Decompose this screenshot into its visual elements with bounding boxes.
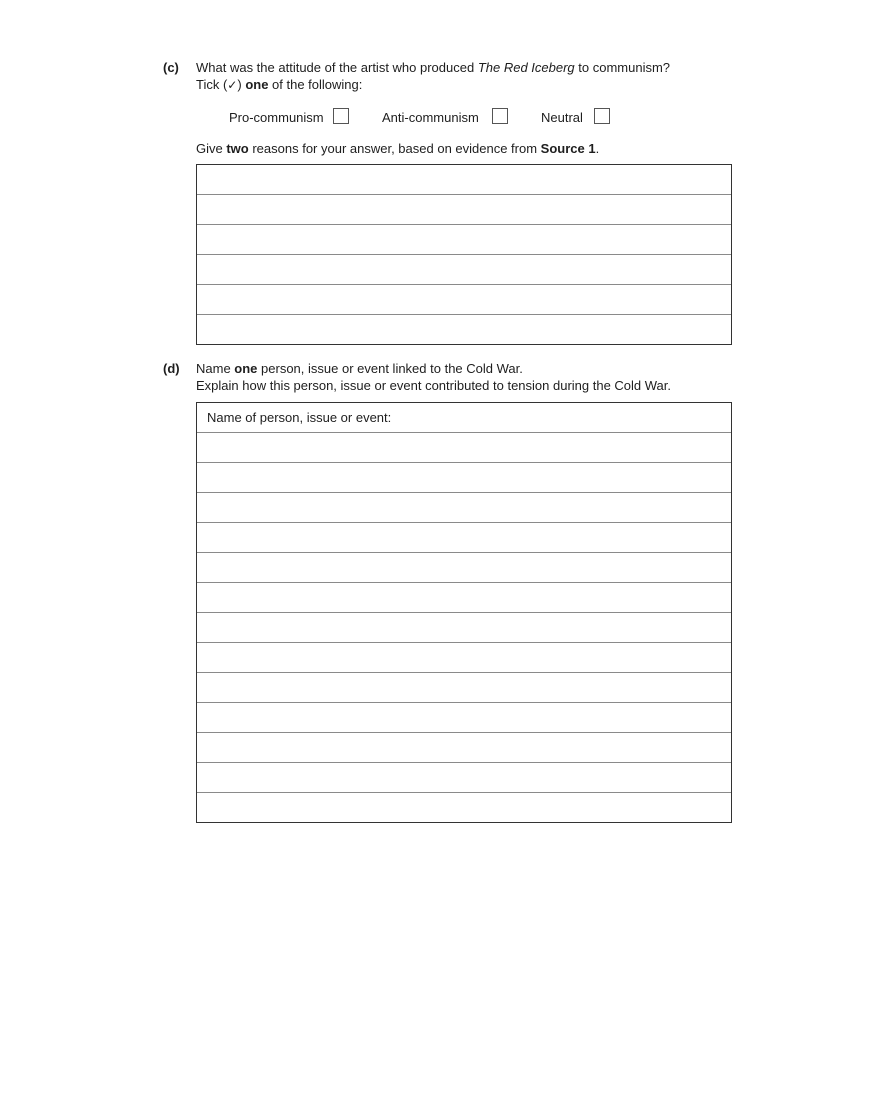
answer-line[interactable]	[197, 703, 731, 733]
question-d-line1	[196, 361, 523, 377]
source-reference: Source 1	[540, 141, 596, 156]
question-d-line2: Explain how this person, issue or event contributed to tension during the Cold War.	[196, 378, 672, 393]
answer-box-c[interactable]	[196, 164, 732, 345]
tick-instruction-post: of the following:	[268, 77, 363, 92]
neutral-checkbox[interactable]	[594, 108, 610, 124]
answer-line[interactable]	[197, 315, 731, 345]
answer-line[interactable]	[197, 613, 731, 643]
tick-instruction	[196, 77, 362, 93]
answer-line[interactable]	[197, 733, 731, 763]
reasons-instruction	[196, 141, 599, 157]
answer-line[interactable]	[197, 553, 731, 583]
question-d-label: (d)	[163, 361, 180, 376]
reasons-instruction-end: .	[595, 141, 600, 156]
reasons-instruction-bold: two	[226, 141, 249, 156]
answer-line[interactable]	[197, 493, 731, 523]
tick-instruction-mid: )	[237, 77, 246, 92]
question-d-line1-post: person, issue or event linked to the Cold War.	[257, 361, 523, 376]
tick-instruction-bold: one	[245, 77, 269, 92]
option-neutral-label: Neutral	[541, 110, 583, 125]
option-pro-communism-label: Pro-communism	[229, 110, 324, 125]
answer-line[interactable]	[197, 643, 731, 673]
anti-communism-checkbox[interactable]	[492, 108, 508, 124]
reasons-instruction-mid: reasons for your answer, based on evidence from	[248, 141, 541, 156]
question-c-label: (c)	[163, 60, 179, 75]
answer-line[interactable]	[197, 225, 731, 255]
option-anti-communism-label: Anti-communism	[382, 110, 479, 125]
question-d-line1-pre: Name	[196, 361, 235, 376]
name-field[interactable]	[197, 403, 731, 433]
answer-line[interactable]	[197, 583, 731, 613]
question-c-text-pre: What was the attitude of the artist who produced	[196, 60, 478, 75]
answer-line[interactable]	[197, 165, 731, 195]
answer-box-d[interactable]	[196, 402, 732, 823]
artwork-title: The Red Iceberg	[477, 60, 575, 75]
question-d-line1-bold: one	[234, 361, 258, 376]
answer-line[interactable]	[197, 523, 731, 553]
tick-instruction-pre: Tick (	[196, 77, 228, 92]
reasons-instruction-pre: Give	[196, 141, 227, 156]
answer-line[interactable]	[197, 793, 731, 823]
answer-line[interactable]	[197, 255, 731, 285]
name-field-label: Name of person, issue or event:	[207, 410, 392, 425]
answer-line[interactable]	[197, 673, 731, 703]
pro-communism-checkbox[interactable]	[333, 108, 349, 124]
answer-line[interactable]	[197, 285, 731, 315]
answer-line[interactable]	[197, 433, 731, 463]
question-c-text-post: to communism?	[574, 60, 671, 75]
question-c-text	[196, 60, 670, 76]
answer-line[interactable]	[197, 195, 731, 225]
answer-line[interactable]	[197, 763, 731, 793]
checkmark-icon: ✓	[227, 78, 238, 92]
answer-line[interactable]	[197, 463, 731, 493]
